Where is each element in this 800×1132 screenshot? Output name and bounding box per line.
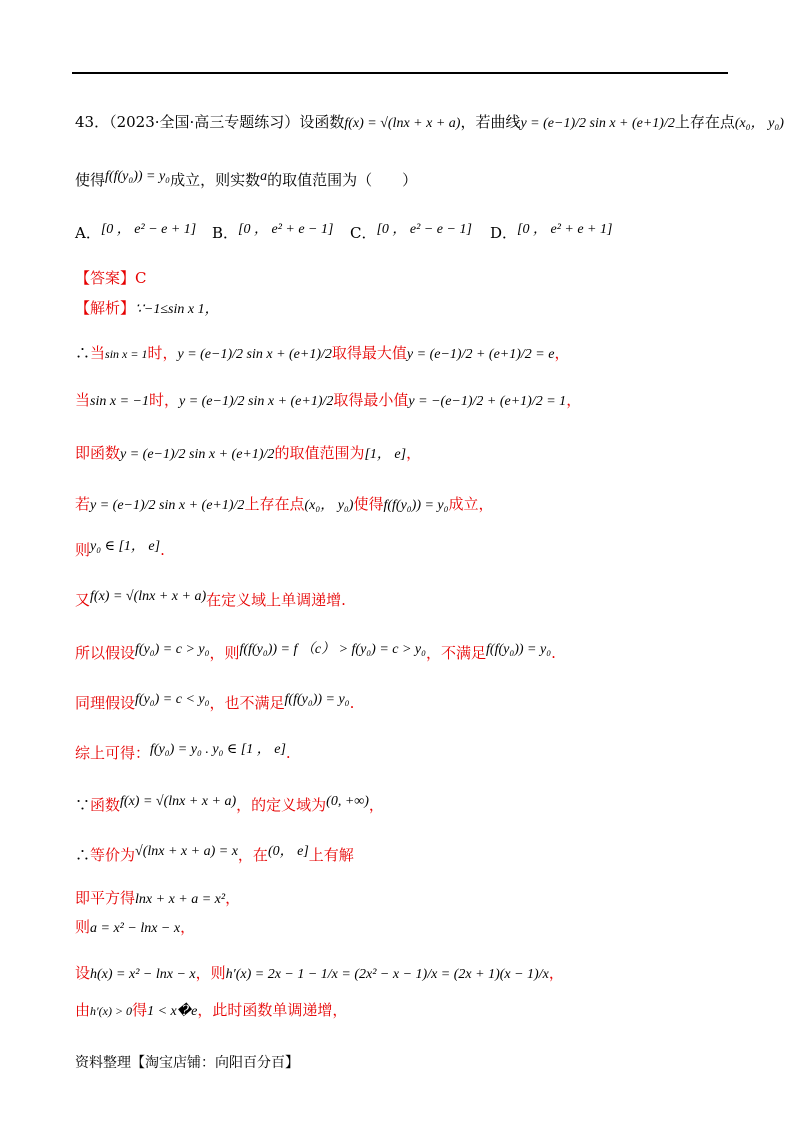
function-definition: f(x) = √(lnx + x + a) xyxy=(344,116,461,131)
condition-equation: f(f(y₀)) = y₀ xyxy=(105,169,171,184)
option-b[interactable] xyxy=(212,222,333,243)
solution-text: ， xyxy=(554,344,570,362)
solution-text: 同理假设 xyxy=(75,694,136,712)
option-letter: C． xyxy=(350,224,377,242)
point-notation: (x₀， y₀) xyxy=(734,116,784,131)
solution-text: ， xyxy=(180,918,196,936)
solution-text: 即平方得 xyxy=(75,889,136,907)
solution-math: ∵−1≤sin x 1， xyxy=(135,302,219,317)
solution-line-1 xyxy=(75,298,219,320)
solution-text: 上存在点 xyxy=(244,495,305,513)
question-text: 使得 xyxy=(75,171,106,189)
solution-text: ，则 xyxy=(209,644,240,662)
solution-text: ， xyxy=(566,391,582,409)
answer-line xyxy=(75,268,147,288)
solution-text: 成立， xyxy=(448,495,494,513)
page-footer: 资料整理【淘宝店铺：向阳百分百】 xyxy=(75,1055,299,1071)
option-letter: B． xyxy=(212,224,239,242)
question-text: 的取值范围为（ ） xyxy=(267,171,418,189)
solution-text: 则 xyxy=(75,541,91,559)
solution-text: 使得 xyxy=(353,495,384,513)
question-text: ，若曲线 xyxy=(460,113,521,131)
solution-line-11 xyxy=(75,795,384,817)
solution-math: y = (e−1)/2 + (e+1)/2 = e xyxy=(406,347,555,362)
solution-math: f(y₀) = c > y₀ xyxy=(135,642,210,657)
solution-text: ，在 xyxy=(237,846,268,864)
solution-text: 在定义域上单调递增. xyxy=(206,591,346,609)
option-d[interactable] xyxy=(490,222,612,243)
question-number: 43． xyxy=(75,113,110,131)
question-text: 成立，则实数 xyxy=(170,171,261,189)
solution-line-7 xyxy=(75,590,346,612)
solution-math: (0， e] xyxy=(267,844,309,859)
solution-text: 等价为 xyxy=(90,846,136,864)
solution-text: 当 xyxy=(75,391,91,409)
solution-math: y = (e−1)/2 sin x + (e+1)/2 xyxy=(120,447,275,462)
solution-text: . xyxy=(551,644,556,662)
solution-line-15 xyxy=(75,963,564,985)
solution-text: ，的定义域为 xyxy=(236,796,327,814)
because-symbol: ∵ xyxy=(75,796,91,814)
solution-text: 取得最小值 xyxy=(333,391,409,409)
curve-equation: y = (e−1)/2 sin x + (e+1)/2 xyxy=(520,116,675,131)
solution-math: lnx + x + a = x² xyxy=(135,892,226,907)
solution-math: f(f(y₀)) = f （c） > f(y₀) = c > y₀ xyxy=(239,642,427,657)
solution-text: ， xyxy=(548,964,564,982)
solution-line-6 xyxy=(75,540,165,562)
solution-line-10 xyxy=(75,743,291,765)
solution-math: f(y₀) = y₀ . y₀ ∈ [1 ， e] xyxy=(150,742,286,757)
question-text: 设函数 xyxy=(299,113,345,131)
option-value: [0 ， e² + e + 1] xyxy=(517,222,613,237)
solution-line-12 xyxy=(75,845,354,867)
option-letter: A． xyxy=(75,224,101,242)
answer-label: 【答案】 xyxy=(75,269,136,287)
option-value: [0 ， e² − e − 1] xyxy=(376,222,472,237)
solution-line-9 xyxy=(75,693,354,715)
solution-text: 当 xyxy=(90,344,106,362)
solution-text: . xyxy=(285,744,291,762)
therefore-symbol: ∴ xyxy=(75,846,91,864)
question-line-2 xyxy=(75,170,417,192)
solution-math: h(x) = x² − lnx − x xyxy=(90,967,196,982)
therefore-symbol: ∴ xyxy=(75,344,91,362)
solution-line-8 xyxy=(75,643,556,665)
solution-line-2 xyxy=(75,343,569,365)
solution-math: h′(x) = 2x − 1 − 1/x = (2x² − x − 1)/x = (2x + 1)(x − 1)/x xyxy=(225,967,549,982)
solution-text: . xyxy=(349,694,355,712)
solution-math: f(x) = √(lnx + x + a) xyxy=(120,794,237,809)
solution-math: [1， e] xyxy=(364,447,407,462)
question-line-1 xyxy=(75,112,784,134)
solution-math: f(f(y₀)) = y₀ xyxy=(383,498,449,513)
solution-text: 则 xyxy=(75,918,91,936)
solution-line-4 xyxy=(75,443,421,465)
solution-text: 时， xyxy=(147,344,178,362)
option-value: [0 ， e² − e + 1] xyxy=(100,222,197,237)
question-text: 上存在点 xyxy=(674,113,735,131)
solution-math: a = x² − lnx − x xyxy=(90,921,181,936)
solution-text: 由 xyxy=(75,1001,91,1019)
solution-line-5 xyxy=(75,494,494,516)
solution-text: ， xyxy=(368,796,384,814)
solution-text: 得 xyxy=(132,1001,148,1019)
solution-math: f(x) = √(lnx + x + a) xyxy=(90,589,207,604)
solution-text: . xyxy=(160,541,165,559)
solution-math: 1 < x�e xyxy=(147,1004,198,1019)
header-rule xyxy=(72,72,728,74)
option-value: [0 ， e² + e − 1] xyxy=(238,222,334,237)
solution-text: 即函数 xyxy=(75,444,121,462)
solution-math: y₀ ∈ [1， e] xyxy=(90,539,161,554)
solution-text: 所以假设 xyxy=(75,644,136,662)
solution-text: 取得最大值 xyxy=(331,344,407,362)
answer-value: C xyxy=(135,269,147,287)
solution-line-16 xyxy=(75,1000,347,1022)
solution-text: ， xyxy=(406,444,422,462)
solution-line-14 xyxy=(75,917,195,939)
solution-math: y = (e−1)/2 sin x + (e+1)/2 xyxy=(90,498,245,513)
solution-text: 的取值范围为 xyxy=(274,444,365,462)
solution-math: (x₀， y₀) xyxy=(304,498,354,513)
solution-math: sin x = −1 xyxy=(90,394,149,409)
option-c[interactable] xyxy=(350,222,472,243)
solution-text: 时， xyxy=(148,391,179,409)
solution-text: ，也不满足 xyxy=(209,694,285,712)
solution-math: sin x = 1 xyxy=(105,347,148,361)
solution-label: 【解析】 xyxy=(75,299,136,317)
solution-text: 若 xyxy=(75,495,91,513)
variable-a: a xyxy=(260,169,268,184)
solution-math: (0, +∞) xyxy=(326,794,369,809)
solution-text: 综上可得： xyxy=(75,744,151,762)
question-source: （2023·全国·高三专题练习） xyxy=(109,113,300,131)
solution-text: ， xyxy=(225,889,241,907)
solution-line-3 xyxy=(75,390,581,412)
solution-text: ，不满足 xyxy=(426,644,487,662)
solution-math: f(y₀) = c < y₀ xyxy=(135,692,210,707)
solution-text: ，此时函数单调递增， xyxy=(197,1001,348,1019)
solution-math: y = (e−1)/2 sin x + (e+1)/2 xyxy=(178,394,334,409)
solution-math: √(lnx + x + a) = x xyxy=(135,844,238,859)
solution-math: y = (e−1)/2 sin x + (e+1)/2 xyxy=(177,347,332,362)
solution-math: f(f(y₀)) = y₀ xyxy=(486,642,552,657)
solution-math: h′(x) > 0 xyxy=(90,1004,133,1018)
solution-text: 函数 xyxy=(90,796,121,814)
solution-text: 设 xyxy=(75,964,91,982)
solution-math: f(f(y₀)) = y₀ xyxy=(284,692,350,707)
solution-text: 又 xyxy=(75,591,91,609)
solution-text: ，则 xyxy=(195,964,226,982)
option-letter: D． xyxy=(490,224,518,242)
solution-line-13 xyxy=(75,888,240,910)
option-a[interactable] xyxy=(75,222,196,243)
solution-text: 上有解 xyxy=(308,846,354,864)
solution-math: y = −(e−1)/2 + (e+1)/2 = 1 xyxy=(408,394,567,409)
